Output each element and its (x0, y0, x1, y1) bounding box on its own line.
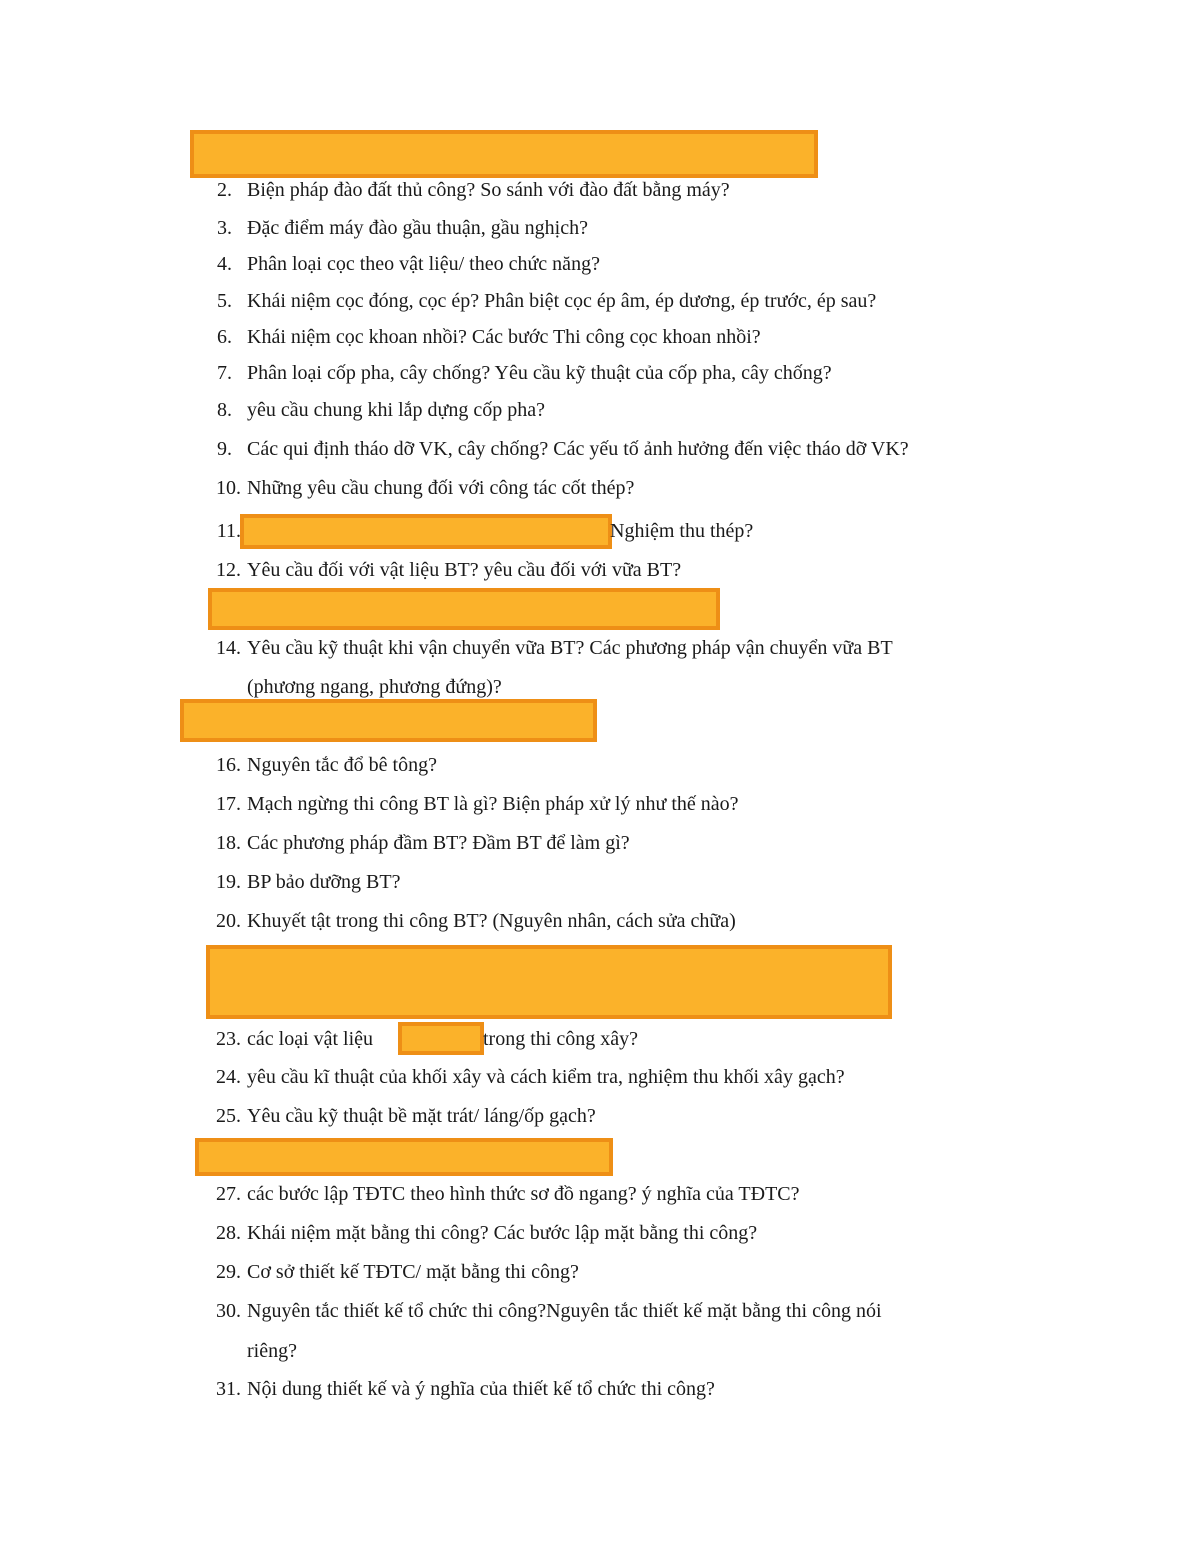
item-text: Các qui định tháo dỡ VK, cây chống? Các yếu tố ảnh hưởng đến việc tháo dỡ VK? (247, 438, 909, 460)
item-text: Biện pháp đào đất thủ công? So sánh với đào đất bằng máy? (247, 179, 730, 201)
redaction-block-question-11 (240, 514, 612, 549)
item-text: Những yêu cầu chung đối với công tác cốt thép? (247, 477, 635, 499)
item-text: các loại vật liệu (247, 1028, 374, 1050)
item-number: 17. (216, 793, 241, 815)
item-text: các bước lập TĐTC theo hình thức sơ đồ ngang? ý nghĩa của TĐTC? (247, 1183, 800, 1205)
redaction-block-question-1 (190, 130, 818, 178)
item-number: 27. (216, 1183, 241, 1205)
redaction-block-question-13 (208, 588, 720, 630)
item-text: (phương ngang, phương đứng)? (247, 676, 502, 698)
item-number: 23. (216, 1028, 241, 1050)
item-number: 12. (216, 559, 241, 581)
item-number: 4. (217, 253, 232, 275)
item-text: Cơ sở thiết kế TĐTC/ mặt bằng thi công? (247, 1261, 579, 1283)
item-text: Phân loại cốp pha, cây chống? Yêu cầu kỹ thuật của cốp pha, cây chống? (247, 362, 832, 384)
item-text: Nội dung thiết kế và ý nghĩa của thiết kế tổ chức thi công? (247, 1378, 715, 1400)
item-number: 11. (216, 520, 241, 542)
item-text: yêu cầu kĩ thuật của khối xây và cách kiểm tra, nghiệm thu khối xây gạch? (247, 1066, 845, 1088)
item-text: BP bảo dưỡng BT? (247, 871, 401, 893)
redaction-block-question-23-word (398, 1022, 484, 1055)
item-text: Yêu cầu kỹ thuật bề mặt trát/ láng/ốp gạch? (247, 1105, 596, 1127)
item-number: 29. (216, 1261, 241, 1283)
item-text: Khuyết tật trong thi công BT? (Nguyên nhân, cách sửa chữa) (247, 910, 736, 932)
redaction-block-question-15 (180, 699, 597, 742)
item-text: Yêu cầu đối với vật liệu BT? yêu cầu đối với vữa BT? (247, 559, 682, 581)
item-number: 20. (216, 910, 241, 932)
item-text-after-redaction: trong thi công xây? (483, 1028, 638, 1050)
item-text: Yêu cầu kỹ thuật khi vận chuyển vữa BT? Các phương pháp vận chuyển vữa BT (247, 637, 893, 659)
item-number: 14. (216, 637, 241, 659)
item-number: 30. (216, 1300, 241, 1322)
item-number: 9. (217, 438, 232, 460)
item-text: riêng? (247, 1340, 297, 1362)
redaction-block-question-26 (195, 1138, 613, 1176)
item-text: Đặc điểm máy đào gầu thuận, gầu nghịch? (247, 217, 588, 239)
item-text: Mạch ngừng thi công BT là gì? Biện pháp xử lý như thế nào? (247, 793, 739, 815)
item-text: Các phương pháp đầm BT? Đầm BT để làm gì? (247, 832, 630, 854)
item-number: 18. (216, 832, 241, 854)
item-text: Khái niệm cọc đóng, cọc ép? Phân biệt cọc ép âm, ép dương, ép trước, ép sau? (247, 290, 877, 312)
item-text: Nghiệm thu thép? (610, 520, 754, 542)
item-text: Khái niệm mặt bằng thi công? Các bước lập mặt bằng thi công? (247, 1222, 758, 1244)
item-text: yêu cầu chung khi lắp dựng cốp pha? (247, 399, 545, 421)
redaction-block-questions-21-22 (206, 945, 892, 1019)
item-number: 19. (216, 871, 241, 893)
item-number: 5. (217, 290, 232, 312)
item-text: Phân loại cọc theo vật liệu/ theo chức năng? (247, 253, 600, 275)
item-number: 28. (216, 1222, 241, 1244)
item-text: Nguyên tắc thiết kế tổ chức thi công?Nguyên tắc thiết kế mặt bằng thi công nói (247, 1300, 882, 1322)
item-number: 3. (217, 217, 232, 239)
item-number: 8. (217, 399, 232, 421)
item-number: 10. (216, 477, 241, 499)
item-text: Nguyên tắc đổ bê tông? (247, 754, 437, 776)
item-number: 16. (216, 754, 241, 776)
item-number: 6. (217, 326, 232, 348)
item-number: 31. (216, 1378, 241, 1400)
item-number: 24. (216, 1066, 241, 1088)
item-number: 25. (216, 1105, 241, 1127)
item-number: 2. (217, 179, 232, 201)
item-number: 7. (217, 362, 232, 384)
item-text: Khái niệm cọc khoan nhồi? Các bước Thi công cọc khoan nhồi? (247, 326, 761, 348)
